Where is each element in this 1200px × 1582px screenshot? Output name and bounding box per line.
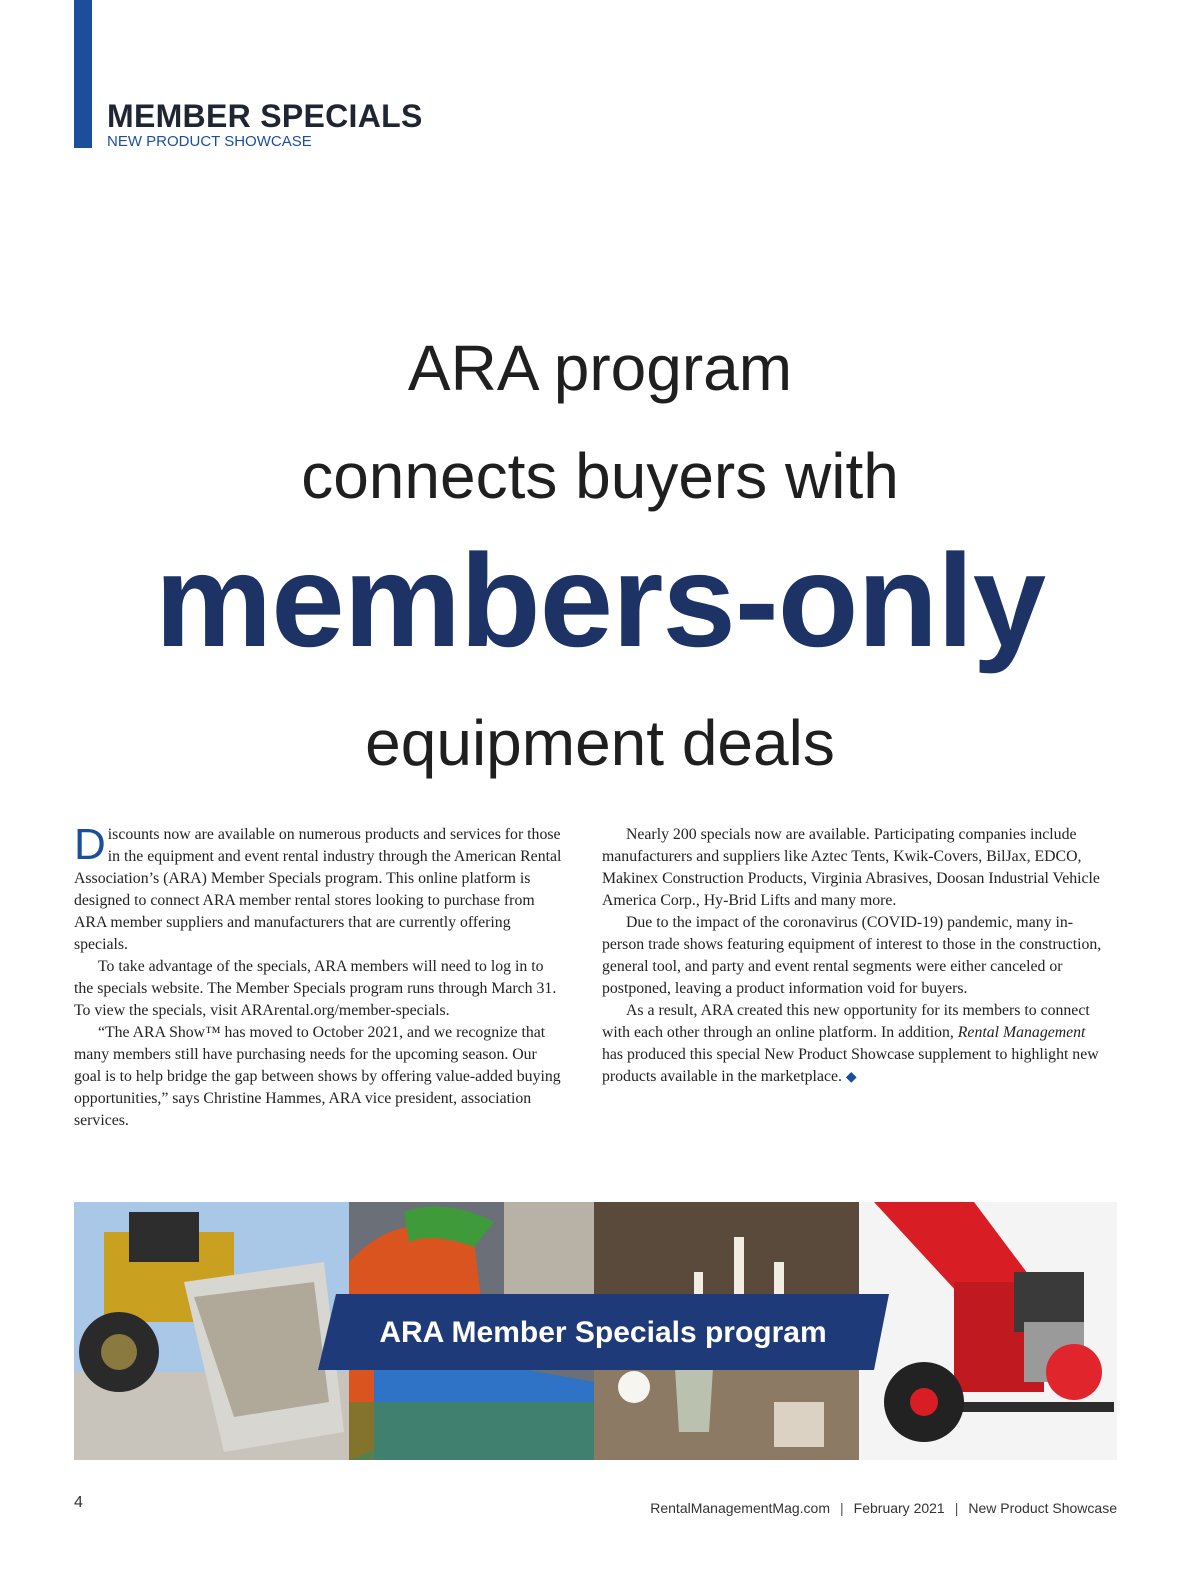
article-paragraph: Due to the impact of the coronavirus (COVID-19) pandemic, many in-person trade shows featuring equipment of interest to those in the construction, general tool, and party and event rental segments were either canceled or postponed, leaving a product information void for buyers. [602, 914, 1102, 997]
headline-line-4: equipment deals [365, 707, 835, 779]
page-number: 4 [74, 1494, 83, 1511]
headline-emphasis: members-only [154, 527, 1046, 674]
paragraph-text: iscounts now are available on numerous products and services for those in the equipment and event rental industry through the American Rental Association’s (ARA) Member Specials program. This online platform is designed to connect ARA member rental stores looking to purchase from ARA member suppliers and manufacturers that are currently offering specials. [74, 826, 562, 953]
footer-separator: | [954, 1500, 959, 1516]
headline-line-2: connects buyers with [301, 440, 899, 512]
photo-collage [74, 1202, 1117, 1460]
diamond-end-icon: ◆ [845, 1070, 857, 1085]
section-subtitle: NEW PRODUCT SHOWCASE [107, 133, 312, 150]
article-paragraph: Nearly 200 specials now are available. Participating companies include manufacturers and suppliers like Aztec Tents, Kwik-Covers, BilJax, EDCO, Makinex Construction Products, Virginia Abrasives, Doosan Industrial Vehicle America Corp., Hy-Brid Lifts and many more. [602, 826, 1100, 909]
paragraph-text: As a result, ARA created this new opportunity for its members to connect with each other through an online platform. In addition, [602, 1002, 1090, 1041]
article-paragraph: To take advantage of the specials, ARA members will need to log in to the specials website. The Member Specials program runs through March 31. To view the specials, visit ARArental.org/member-specials. [74, 958, 557, 1019]
banner-label: ARA Member Specials program [379, 1316, 827, 1349]
program-banner [318, 1294, 889, 1370]
article-paragraph: “The ARA Show™ has moved to October 2021, and we recognize that many members still have purchasing needs for the upcoming season. Our goal is to help bridge the gap between shows by offering value-added buying opportunities,” says Christine Hammes, ARA vice president, association services. [74, 1024, 561, 1129]
footer-date: February 2021 [853, 1500, 945, 1516]
article-paragraph [602, 1000, 1102, 1089]
footer-site: RentalManagementMag.com [650, 1500, 831, 1516]
accent-bar [74, 0, 92, 148]
article-column-left [74, 820, 566, 1132]
drop-cap: D [74, 820, 106, 869]
headline-line-1: ARA program [407, 332, 793, 404]
paragraph-text: has produced this special New Product Showcase supplement to highlight new products available in the marketplace. [602, 1046, 1099, 1085]
section-title: MEMBER SPECIALS [107, 98, 423, 134]
article-paragraph [74, 820, 566, 956]
page-footer [650, 1500, 1117, 1516]
footer-separator: | [840, 1500, 844, 1516]
wheel-loader-photo [74, 1202, 349, 1460]
chipper-machine-photo [859, 1202, 1117, 1460]
article-column-right [602, 824, 1102, 1089]
publication-name: Rental Management [957, 1024, 1086, 1041]
footer-publication: New Product Showcase [968, 1500, 1117, 1516]
